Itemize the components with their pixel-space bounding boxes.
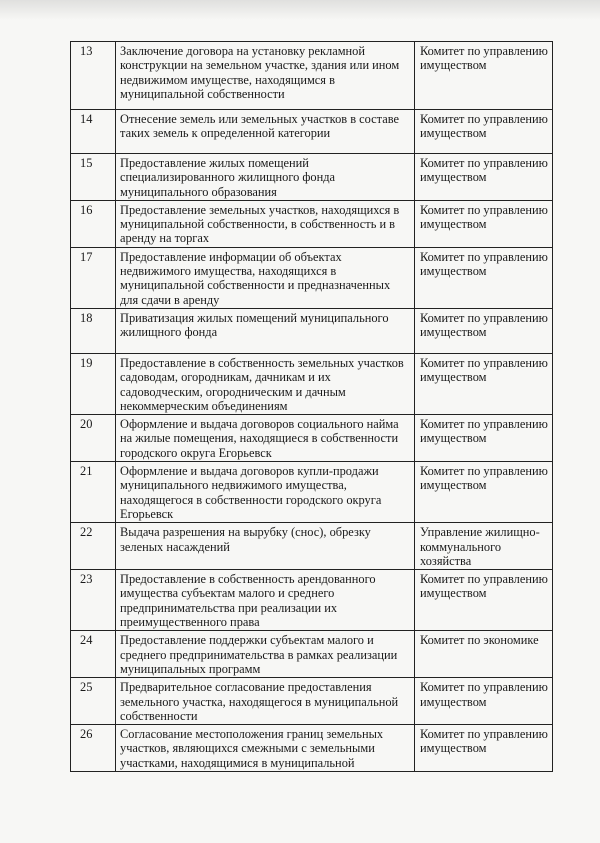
row-number: 14 [71, 110, 116, 154]
responsible-department: Комитет по управлению имуществом [415, 725, 553, 772]
service-name: Приватизация жилых помещений муниципального жилищного фонда [116, 308, 415, 353]
row-number: 21 [71, 462, 116, 523]
table-row [71, 415, 553, 462]
responsible-department: Комитет по управлению имуществом [415, 570, 553, 631]
service-name: Оформление и выдача договоров социального найма на жилые помещения, находящиеся в собственности городского округа Егорьевск [116, 415, 415, 462]
row-number: 16 [71, 200, 116, 247]
responsible-department: Комитет по экономике [415, 631, 553, 678]
table-row [71, 523, 553, 570]
responsible-department: Комитет по управлению имуществом [415, 678, 553, 725]
service-name: Предоставление в собственность земельных участков садоводам, огородникам, дачникам и их садоводческим, огородническим и дачным некоммерческим объединениям [116, 353, 415, 414]
row-number: 15 [71, 154, 116, 201]
service-name: Заключение договора на установку рекламной конструкции на земельном участке, здания или ином недвижимом имуществе, находящимся в муниципальной собственности [116, 42, 415, 110]
row-number: 25 [71, 678, 116, 725]
service-name: Выдача разрешения на вырубку (снос), обрезку зеленых насаждений [116, 523, 415, 570]
service-name: Согласование местоположения границ земельных участков, являющихся смежными с земельными участками, находящимися в муниципальной [116, 725, 415, 772]
service-name: Предоставление в собственность арендованного имущества субъектам малого и среднего предпринимательства при реализации их преимущественного права [116, 570, 415, 631]
services-table-body [71, 42, 553, 772]
responsible-department: Комитет по управлению имуществом [415, 154, 553, 201]
table-row [71, 353, 553, 414]
row-number: 24 [71, 631, 116, 678]
service-name: Оформление и выдача договоров купли-продажи муниципального недвижимого имущества, находящегося в собственности городского округа Егорьевск [116, 462, 415, 523]
row-number: 17 [71, 247, 116, 308]
row-number: 22 [71, 523, 116, 570]
table-row [71, 462, 553, 523]
service-name: Предоставление земельных участков, находящихся в муниципальной собственности, в собственность и в аренду на торгах [116, 200, 415, 247]
table-row [71, 570, 553, 631]
row-number: 18 [71, 308, 116, 353]
scan-shadow [0, 0, 600, 20]
row-number: 19 [71, 353, 116, 414]
table-row [71, 200, 553, 247]
table-row [71, 42, 553, 110]
table-row [71, 308, 553, 353]
responsible-department: Комитет по управлению имуществом [415, 353, 553, 414]
responsible-department: Комитет по управлению имуществом [415, 200, 553, 247]
row-number: 20 [71, 415, 116, 462]
services-table [70, 41, 553, 772]
service-name: Отнесение земель или земельных участков в составе таких земель к определенной категории [116, 110, 415, 154]
service-name: Предоставление поддержки субъектам малого и среднего предпринимательства в рамках реализации муниципальных программ [116, 631, 415, 678]
responsible-department: Управление жилищно-коммунального хозяйства [415, 523, 553, 570]
responsible-department: Комитет по управлению имуществом [415, 415, 553, 462]
responsible-department: Комитет по управлению имуществом [415, 462, 553, 523]
responsible-department: Комитет по управлению имуществом [415, 110, 553, 154]
responsible-department: Комитет по управлению имуществом [415, 42, 553, 110]
table-row [71, 110, 553, 154]
responsible-department: Комитет по управлению имуществом [415, 308, 553, 353]
row-number: 23 [71, 570, 116, 631]
table-row [71, 725, 553, 772]
service-name: Предоставление жилых помещений специализированного жилищного фонда муниципального образования [116, 154, 415, 201]
service-name: Предварительное согласование предоставления земельного участка, находящегося в муниципальной собственности [116, 678, 415, 725]
service-name: Предоставление информации об объектах недвижимого имущества, находящихся в муниципальной собственности и предназначенных для сдачи в аренду [116, 247, 415, 308]
row-number: 13 [71, 42, 116, 110]
table-row [71, 678, 553, 725]
table-row [71, 247, 553, 308]
responsible-department: Комитет по управлению имуществом [415, 247, 553, 308]
table-row [71, 631, 553, 678]
row-number: 26 [71, 725, 116, 772]
table-row [71, 154, 553, 201]
